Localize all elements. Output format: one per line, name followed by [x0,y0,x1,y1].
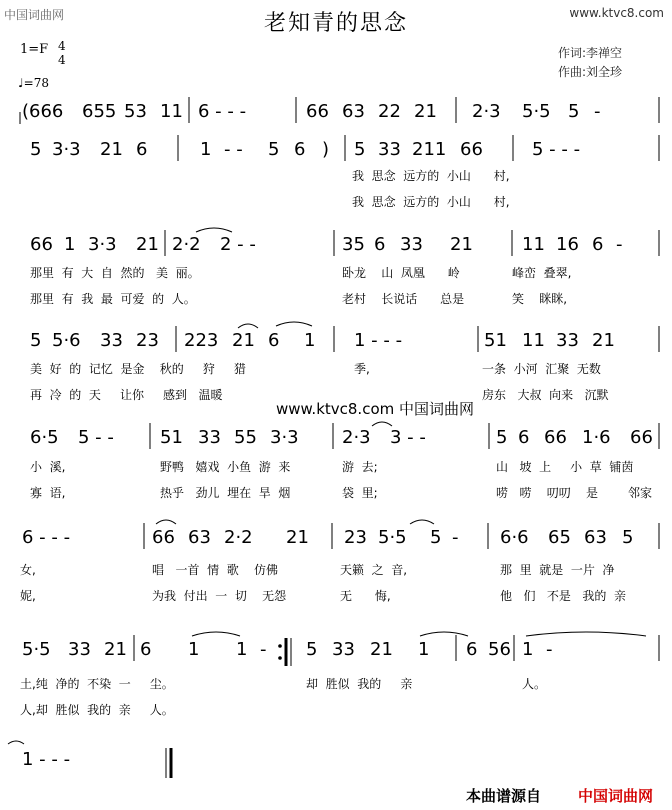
note-token: 5·5 [378,527,407,548]
lyric-line: 土,纯 净的 不染 一 尘。 [20,677,174,691]
footer-source-label: 本曲谱源自 [466,787,542,805]
note-token: 3·3 [88,234,117,255]
note-token: - [616,234,623,255]
note-token: 5 [268,139,280,160]
note-token: 2 - - [220,234,256,255]
site-url: www.ktvc8.com [569,6,664,20]
lyric-line: 无 悔, [340,589,391,603]
lyric-line: 野鸭 嬉戏 小鱼 游 来 [160,460,291,474]
note-token: (666 [22,101,64,122]
lyric-line: 山 坡 上 小 草 铺茵 [496,460,634,474]
note-token: 33 [378,139,401,160]
note-token: 21 [414,101,437,122]
note-token: ) [322,139,330,160]
note-token: 21 [370,639,393,660]
note-token: 1 [64,234,76,255]
lyric-line: 却 胜似 我的 亲 [306,677,413,691]
lyric-line: 那里 有 我 最 可爱 的 人。 [30,292,196,306]
note-token: 2·3 [342,427,371,448]
lyric-line: 唠 唠 叨叨 是 [496,486,598,500]
note-token: 21 [104,639,127,660]
note-token: 33 [332,639,355,660]
note-token: 35 [342,234,365,255]
note-token: 33 [198,427,221,448]
note-token: 5 [622,527,634,548]
slur [238,324,258,328]
slur [156,520,176,524]
lyric-line: 寡 语, [30,486,66,500]
note-token: 5 [568,101,580,122]
note-token: 66 [460,139,483,160]
note-token: 1 - - - [354,330,403,351]
lyric-line: 唱 一首 情 歌 仿佛 [152,563,278,577]
repeat-dot [278,656,282,660]
slur [372,422,392,426]
repeat-dot [278,644,282,648]
note-token: 5 [306,639,318,660]
note-token: 66 [306,101,329,122]
note-token: 2·3 [472,101,501,122]
note-token: - - [224,139,243,160]
lyric-line: 房东 大叔 向来 沉默 [482,388,609,402]
note-token: 1 [236,639,248,660]
note-token: 5·6 [52,330,81,351]
note-token: 21 [450,234,473,255]
composer-credit: 作曲:刘全珍 [558,65,623,79]
note-token: 5 [30,139,42,160]
key-signature: 1=F [20,42,49,57]
note-token: 65 [548,527,571,548]
tempo-marking: ♩=78 [18,76,49,90]
lyric-line: 为我 付出 一 切 无怨 [152,589,287,603]
note-token: 66 [152,527,175,548]
note-token: 16 [556,234,579,255]
lyric-line: 我 思念 远方的 小山 村, [352,195,510,209]
lyric-line: 游 去; [342,460,378,474]
note-token: 63 [188,527,211,548]
note-token: 5·5 [522,101,551,122]
note-token: - [260,639,267,660]
note-token: 6 [268,330,280,351]
lyric-line: 妮, [20,589,36,603]
note-token: 33 [68,639,91,660]
note-token: 21 [100,139,123,160]
note-token: 5 [354,139,366,160]
note-token: 5 [496,427,508,448]
note-token: 6 [136,139,148,160]
note-token: 1 [522,639,534,660]
note-token: 6 [518,427,530,448]
note-token: 655 [82,101,117,122]
tie [526,632,646,636]
note-token: 5 [30,330,42,351]
lyric-line: 再 冷 的 天 让你 感到 温暖 [30,388,223,402]
tie [8,741,24,744]
note-token: 53 [124,101,147,122]
note-token: 66 [630,427,653,448]
lyric-line: 天籁 之 音, [340,563,408,577]
lyric-line: 他 们 不是 我的 亲 [500,589,626,603]
note-token: 3·3 [270,427,299,448]
note-token: 1 [304,330,316,351]
note-token: 63 [584,527,607,548]
note-token: 211 [412,139,447,160]
lyric-line: 笑 眯眯, [512,292,568,306]
note-token: 6 [294,139,306,160]
note-token: - [594,101,601,122]
note-token: 33 [400,234,423,255]
note-token: 63 [342,101,365,122]
song-title: 老知青的思念 [263,11,408,36]
lyric-line: 小 溪, [30,460,66,474]
lyric-line: 那 里 就是 一片 净 [500,563,615,577]
lyric-line: 女, [20,563,36,577]
note-token: 3·3 [52,139,81,160]
note-token: 56 [488,639,511,660]
note-token: 33 [556,330,579,351]
note-token: 223 [184,330,219,351]
note-token: 2·2 [224,527,253,548]
lyric-line: 热乎 劲儿 埋在 旱 烟 [160,486,291,500]
note-token: 21 [136,234,159,255]
note-token: 6 [466,639,478,660]
lyric-line: 人。 [522,677,547,691]
lyric-line: 邻家 [628,486,653,500]
lyric-line: 我 思念 远方的 小山 村, [352,169,510,183]
note-token: 5 - - - [532,139,581,160]
lyric-line: 美 好 的 记忆 是金 秋的 狩 猎 [30,362,246,376]
note-token: 66 [30,234,53,255]
note-token: 51 [484,330,507,351]
note-token: 6·5 [30,427,59,448]
note-token: 1 [200,139,212,160]
slur [196,228,232,232]
note-token: 6·6 [500,527,529,548]
slur [410,520,434,524]
note-token: 1 [418,639,430,660]
lyric-line: 袋 里; [342,486,378,500]
note-token: 6 - - - [198,101,247,122]
note-token: 1 - - - [22,749,71,770]
time-signature-top: 4 [58,39,66,53]
note-token: 21 [286,527,309,548]
lyric-line: 峰峦 叠翠, [512,266,572,280]
note-token: 6 - - - [22,527,71,548]
note-token: 33 [100,330,123,351]
time-signature-bottom: 4 [58,53,66,67]
note-token: 66 [544,427,567,448]
note-token: 51 [160,427,183,448]
tie [420,632,468,636]
lyricist-credit: 作词:李禅空 [558,46,623,60]
note-token: - [546,639,553,660]
note-token: 55 [234,427,257,448]
note-token: 3 - - [390,427,426,448]
lyric-line: 一条 小河 汇聚 无数 [482,362,601,376]
note-token: 5·5 [22,639,51,660]
lyric-line: 老村 长说话 总是 [342,292,465,306]
note-token: 2·2 [172,234,201,255]
note-token: - [452,527,459,548]
note-token: 6 [374,234,386,255]
lyric-line: 人,却 胜似 我的 亲 人。 [20,703,174,717]
note-token: 5 [430,527,442,548]
note-token: 11 [160,101,183,122]
note-token: 22 [378,101,401,122]
lyric-line: 卧龙 山 凤凰 岭 [342,266,460,280]
tie [276,322,312,326]
note-token: 6 [592,234,604,255]
note-token: 5 - - [78,427,114,448]
note-token: 11 [522,234,545,255]
note-token: 23 [136,330,159,351]
note-token: 11 [522,330,545,351]
note-token: 23 [344,527,367,548]
watermark: www.ktvc8.com 中国词曲网 [276,400,475,418]
tie [192,632,240,636]
lyric-line: 季, [354,362,370,376]
note-token: 21 [232,330,255,351]
note-token: 21 [592,330,615,351]
note-token: 1 [188,639,200,660]
site-logo-left: 中国词曲网 [4,8,65,22]
note-token: 1·6 [582,427,611,448]
footer-source-site[interactable]: 中国词曲网 [578,787,654,805]
note-token: 6 [140,639,152,660]
lyric-line: 那里 有 大 自 然的 美 丽。 [30,266,200,280]
